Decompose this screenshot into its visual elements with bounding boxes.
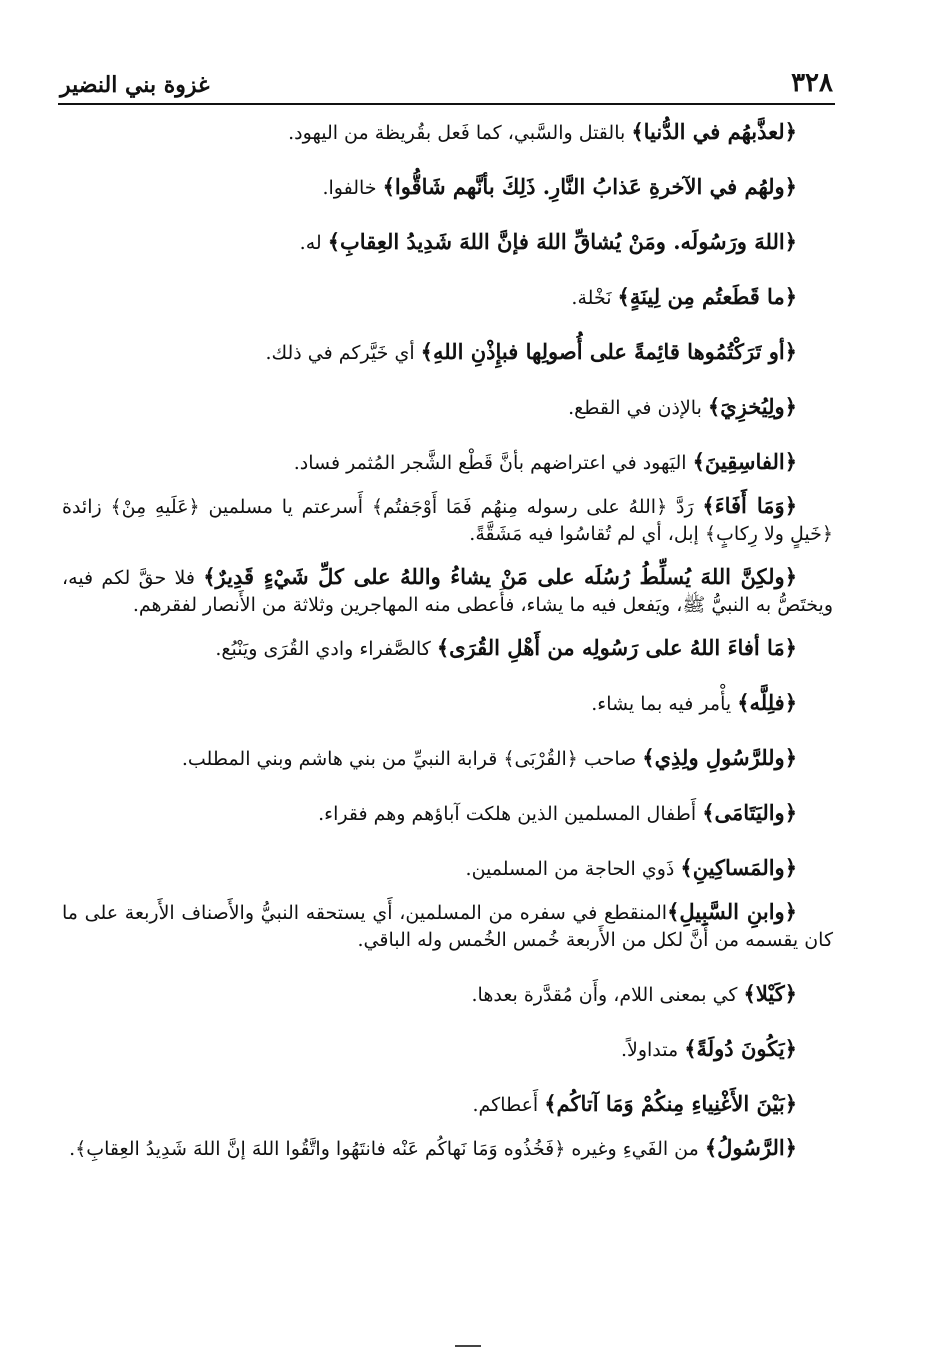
- quran-excerpt: ﴿ولِيُخزِيَ﴾: [707, 394, 797, 419]
- quran-excerpt: ﴿الفاسِقِينَ﴾: [692, 449, 797, 474]
- commentary-text: رَدَّ ﴿اللهُ على رسوله مِنهُم فَمَا أَوْجَفتُم﴾ أَسرعتم يا مسلمين ﴿عَلَيهِ مِنْ﴾ زائدة ﴿خَيلٍ ولا رِكابٍ﴾ إبل، أي لم تُقاسُوا فيه مَشَقَّةً.: [62, 496, 833, 545]
- commentary-text: من الفَيءِ وغيره ﴿فَخُذُوه وَمَا نَهاكُم عَنْه فانتَهُوا واتَّقُوا اللهَ إنَّ اللهَ شَدِيدُ العِقابِ﴾.: [69, 1138, 705, 1160]
- commentary-text: صاحب ﴿القُرْبَى﴾ قرابة النبيِّ من بني هاشم وبني المطلب.: [181, 748, 643, 770]
- running-title: غزوة بني النضير: [60, 72, 210, 98]
- commentary-paragraph: [62, 118, 833, 147]
- page-number: ٣٢٨: [791, 68, 833, 98]
- footer-mark: [455, 1345, 481, 1347]
- quran-excerpt: ﴿مَا أفاءَ اللهُ على رَسُولِه من أَهْلِ القُرَى﴾: [436, 635, 797, 660]
- commentary-text: كالصَّفراء وادي القُرَى ويَنْبُع.: [215, 638, 437, 660]
- page-header: [60, 58, 833, 98]
- commentary-text: أَعطاكم.: [472, 1094, 545, 1116]
- commentary-paragraph: [62, 898, 833, 954]
- commentary-paragraph: [62, 1090, 833, 1119]
- quran-excerpt: ﴿الرَّسُولُ﴾: [704, 1135, 797, 1160]
- commentary-text: يأْمر فيه بما يشاء.: [591, 693, 738, 715]
- commentary-text: فلا حقَّ لكم فيه، ويختَصُّ به النبيُّ ﷺ، ويَفعل فيه ما يشاء، فأَعطى منه المهاجرين وثلاثة من الأَنصار لفقرهم.: [62, 567, 833, 616]
- commentary-paragraph: [62, 980, 833, 1009]
- quran-excerpt: ﴿والمَساكِينِ﴾: [680, 855, 797, 880]
- commentary-paragraph: [62, 492, 833, 548]
- quran-excerpt: ﴿كَيْلا﴾: [743, 981, 797, 1006]
- quran-excerpt: ﴿وللرَّسُولِ ولِذِي﴾: [642, 745, 797, 770]
- commentary-paragraph: [62, 338, 833, 367]
- quran-excerpt: ﴿وابنِ السَّبِيلِ﴾: [667, 899, 797, 924]
- commentary-paragraph: [62, 1035, 833, 1064]
- commentary-paragraph: [62, 634, 833, 663]
- commentary-paragraph: [62, 854, 833, 883]
- quran-excerpt: ﴿يَكُونَ دُولَةً﴾: [684, 1036, 797, 1061]
- quran-excerpt: ﴿ولكِنَّ اللهَ يُسلِّطُ رُسُلَه على مَنْ يشاءُ واللهُ على كلِّ شَيْءٍ قَدِيرٌ﴾: [203, 564, 797, 589]
- commentary-text: ذَوي الحاجة من المسلمين.: [465, 858, 681, 880]
- commentary-paragraph: [62, 799, 833, 828]
- quran-excerpt: ﴿ما قَطَعتُم مِن لِينَةٍ﴾: [617, 284, 797, 309]
- quran-excerpt: ﴿ولهُم في الآخرةِ عَذابُ النَّارِ. ذَلِكَ بأنَّهم شَاقُّوا﴾: [382, 174, 797, 199]
- commentary-text: كي بمعنى اللام، وأَن مُقدَّرة بعدها.: [471, 984, 744, 1006]
- quran-excerpt: ﴿واليَتَامَى﴾: [702, 800, 797, 825]
- commentary-text: متداولاً.: [620, 1039, 685, 1061]
- commentary-paragraph: [62, 228, 833, 257]
- commentary-text: له.: [299, 232, 328, 254]
- commentary-paragraph: [62, 283, 833, 312]
- commentary-text: اليَهود في اعتراضهم بأنَّ قَطْع الشَّجر المُثمر فساد.: [293, 452, 693, 474]
- commentary-text: المنقطع في سفره من المسلمين، أَي يستحقه النبيُّ والأَصناف الأَربعة على ما كان يقسمه من أَنَّ لكل من الأَربعة خُمس الخُمس وله الباقي.: [62, 902, 833, 951]
- commentary-paragraph: [62, 173, 833, 202]
- commentary-text: بالإذن في القطع.: [568, 397, 708, 419]
- quran-excerpt: ﴿بَيْنَ الأَغْنِياءِ مِنكُمْ وَمَا آتاكُم﴾: [544, 1091, 797, 1116]
- quran-excerpt: ﴿فلِلَّه﴾: [737, 690, 797, 715]
- commentary-paragraph: [62, 563, 833, 619]
- commentary-text: بالقتل والسَّبي، كما فَعل بقُريظة من اليهود.: [288, 122, 632, 144]
- quran-excerpt: ﴿وَمَا أَفَاءَ﴾: [702, 493, 797, 518]
- quran-excerpt: ﴿لعذَّبهُم في الدُّنيا﴾: [631, 119, 797, 144]
- quran-excerpt: ﴿أو تَرَكْتُمُوها قائِمةً على أُصولِها فبإِذْنِ اللهِ﴾: [420, 339, 797, 364]
- commentary-paragraph: [62, 1134, 833, 1163]
- commentary-paragraph: [62, 689, 833, 718]
- commentary-paragraph: [62, 744, 833, 773]
- commentary-text: أي خَيَّركم في ذلك.: [265, 342, 421, 364]
- commentary-paragraph: [62, 448, 833, 477]
- commentary-text: نَخْلة.: [571, 287, 618, 309]
- commentary-paragraph: [62, 393, 833, 422]
- commentary-text: أَطفال المسلمين الذين هلكت آباؤهم وهم فقراء.: [318, 803, 703, 825]
- page-body: [62, 118, 833, 1189]
- quran-excerpt: ﴿اللهَ ورَسُولَه. ومَنْ يُشاقِّ اللهَ فإنَّ اللهَ شَدِيدُ العِقابِ﴾: [327, 229, 797, 254]
- header-rule: [58, 103, 835, 105]
- commentary-text: خالفوا.: [322, 177, 383, 199]
